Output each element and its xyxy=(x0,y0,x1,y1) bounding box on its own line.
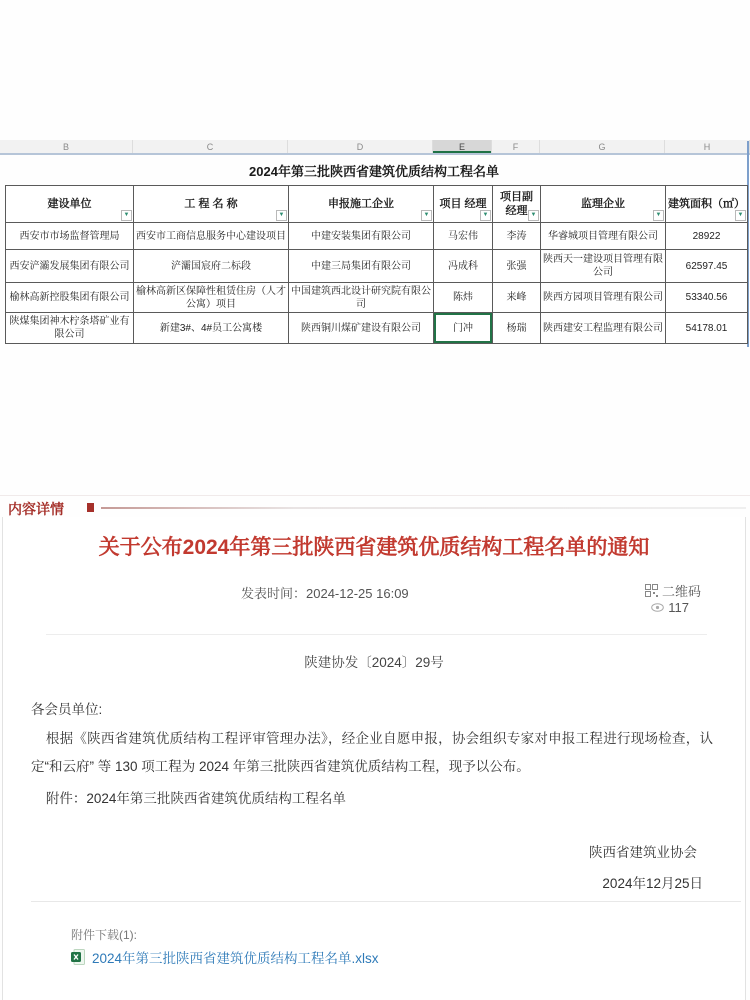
filter-dropdown-icon[interactable]: ▼ xyxy=(735,210,746,221)
footer-divider xyxy=(31,901,741,902)
sheet-title: 2024年第三批陕西省建筑优质结构工程名单 xyxy=(249,164,499,179)
table-cell[interactable]: 陈炜 xyxy=(434,283,493,313)
table-cell[interactable]: 榆林高新区保障性租赁住房（人才公寓）项目 xyxy=(134,283,289,313)
view-count: 117 xyxy=(668,600,689,615)
filter-dropdown-icon[interactable]: ▼ xyxy=(480,210,491,221)
attachment-file-link[interactable]: 2024年第三批陕西省建筑优质结构工程名单.xlsx xyxy=(92,951,379,966)
table-cell[interactable]: 榆林高新控股集团有限公司 xyxy=(6,283,134,313)
table-cell[interactable]: 陕西铜川煤矿建设有限公司 xyxy=(289,313,434,344)
attachment-row xyxy=(71,947,379,967)
table-cell[interactable]: 西安浐灞发展集团有限公司 xyxy=(6,250,134,283)
table-header-contractor[interactable]: 申报施工企业 ▼ xyxy=(289,186,434,223)
qr-code-label: 二维码 xyxy=(661,584,701,599)
filter-dropdown-icon[interactable]: ▼ xyxy=(421,210,432,221)
table-cell[interactable]: 陕西建安工程监理有限公司 xyxy=(541,313,666,344)
table-cell[interactable]: 28922 xyxy=(666,223,748,250)
column-letter-g[interactable]: G xyxy=(540,140,665,153)
view-counter xyxy=(651,600,689,615)
table-header-builder[interactable]: 建设单位 ▼ xyxy=(6,186,134,223)
column-letter-h[interactable]: H xyxy=(665,140,750,153)
table-cell[interactable]: 西安市市场监督管理局 xyxy=(6,223,134,250)
salutation: 各会员单位: xyxy=(31,702,103,717)
table-cell[interactable]: 54178.01 xyxy=(666,313,748,344)
column-letter-e-selected[interactable]: E xyxy=(433,140,492,153)
excel-file-icon xyxy=(71,949,85,965)
qr-code-button[interactable] xyxy=(645,581,701,600)
table-cell[interactable]: 陕西天一建设项目管理有限公司 xyxy=(541,250,666,283)
column-letter-c[interactable]: C xyxy=(133,140,288,153)
table-header-project-manager[interactable]: 项目 经理 ▼ xyxy=(434,186,493,223)
table-header-deputy-manager[interactable]: 项目副经理 ▼ xyxy=(493,186,541,223)
table-cell[interactable]: 华睿城项目管理有限公司 xyxy=(541,223,666,250)
table-cell[interactable]: 中建安装集团有限公司 xyxy=(289,223,434,250)
red-bullet-icon xyxy=(87,503,94,512)
table-cell[interactable]: 62597.45 xyxy=(666,250,748,283)
publish-time: 发表时间：2024-12-25 16:09 xyxy=(241,586,409,601)
table-cell[interactable]: 新建3#、4#员工公寓楼 xyxy=(134,313,289,344)
eye-icon xyxy=(651,603,664,612)
qr-code-icon xyxy=(645,584,658,597)
article-content-box xyxy=(2,517,746,1000)
content-detail-header xyxy=(0,495,750,518)
content-detail-label: 内容详情 xyxy=(8,501,64,517)
table-cell[interactable]: 西安市工商信息服务中心建设项目 xyxy=(134,223,289,250)
header-divider-line xyxy=(101,507,746,509)
table-cell[interactable]: 冯成科 xyxy=(434,250,493,283)
issue-date: 2024年12月25日 xyxy=(602,876,703,891)
column-letter-strip xyxy=(0,140,750,155)
table-cell[interactable]: 中建三局集团有限公司 xyxy=(289,250,434,283)
table-cell[interactable]: 陕煤集团神木柠条塔矿业有限公司 xyxy=(6,313,134,344)
table-cell[interactable]: 马宏伟 xyxy=(434,223,493,250)
issuer-signature: 陕西省建筑业协会 xyxy=(589,845,697,860)
attachment-download-label: 附件下载(1): xyxy=(71,928,138,942)
table-cell[interactable]: 陕西方园项目管理有限公司 xyxy=(541,283,666,313)
document-number: 陕建协发〔2024〕29号 xyxy=(304,655,444,670)
attachment-reference-line: 附件：2024年第三批陕西省建筑优质结构工程名单 xyxy=(45,791,346,806)
column-letter-d[interactable]: D xyxy=(288,140,433,153)
table-cell[interactable]: 张强 xyxy=(493,250,541,283)
table-cell[interactable]: 来峰 xyxy=(493,283,541,313)
table-cell[interactable]: 浐灞国宸府二标段 xyxy=(134,250,289,283)
meta-divider xyxy=(46,634,707,635)
table-cell[interactable]: 53340.56 xyxy=(666,283,748,313)
table-header-floor-area[interactable]: 建筑面积（㎡） ▼ xyxy=(666,186,748,223)
table-header-project-name[interactable]: 工 程 名 称 ▼ xyxy=(134,186,289,223)
table-cell[interactable]: 杨瑞 xyxy=(493,313,541,344)
filter-dropdown-icon[interactable]: ▼ xyxy=(276,210,287,221)
notice-title: 关于公布2024年第三批陕西省建筑优质结构工程名单的通知 xyxy=(98,536,650,559)
projects-table xyxy=(5,185,748,344)
filter-dropdown-icon[interactable]: ▼ xyxy=(121,210,132,221)
active-cell[interactable]: 门冲 xyxy=(434,313,493,344)
table-cell[interactable]: 中国建筑西北设计研究院有限公司 xyxy=(289,283,434,313)
table-header-supervisor[interactable]: 监理企业 ▼ xyxy=(541,186,666,223)
column-letter-b[interactable]: B xyxy=(0,140,133,153)
filter-dropdown-icon[interactable]: ▼ xyxy=(653,210,664,221)
table-cell[interactable]: 李涛 xyxy=(493,223,541,250)
notice-paragraph: 根据《陕西省建筑优质结构工程评审管理办法》，经企业自愿申报，协会组织专家对申报工程进行现场检查，认定“和云府” 等 130 项工程为 2024 年第三批陕西省建筑优质结构工程，现予以公布。 xyxy=(31,731,713,774)
filter-dropdown-icon[interactable]: ▼ xyxy=(528,210,539,221)
column-letter-f[interactable]: F xyxy=(492,140,540,153)
